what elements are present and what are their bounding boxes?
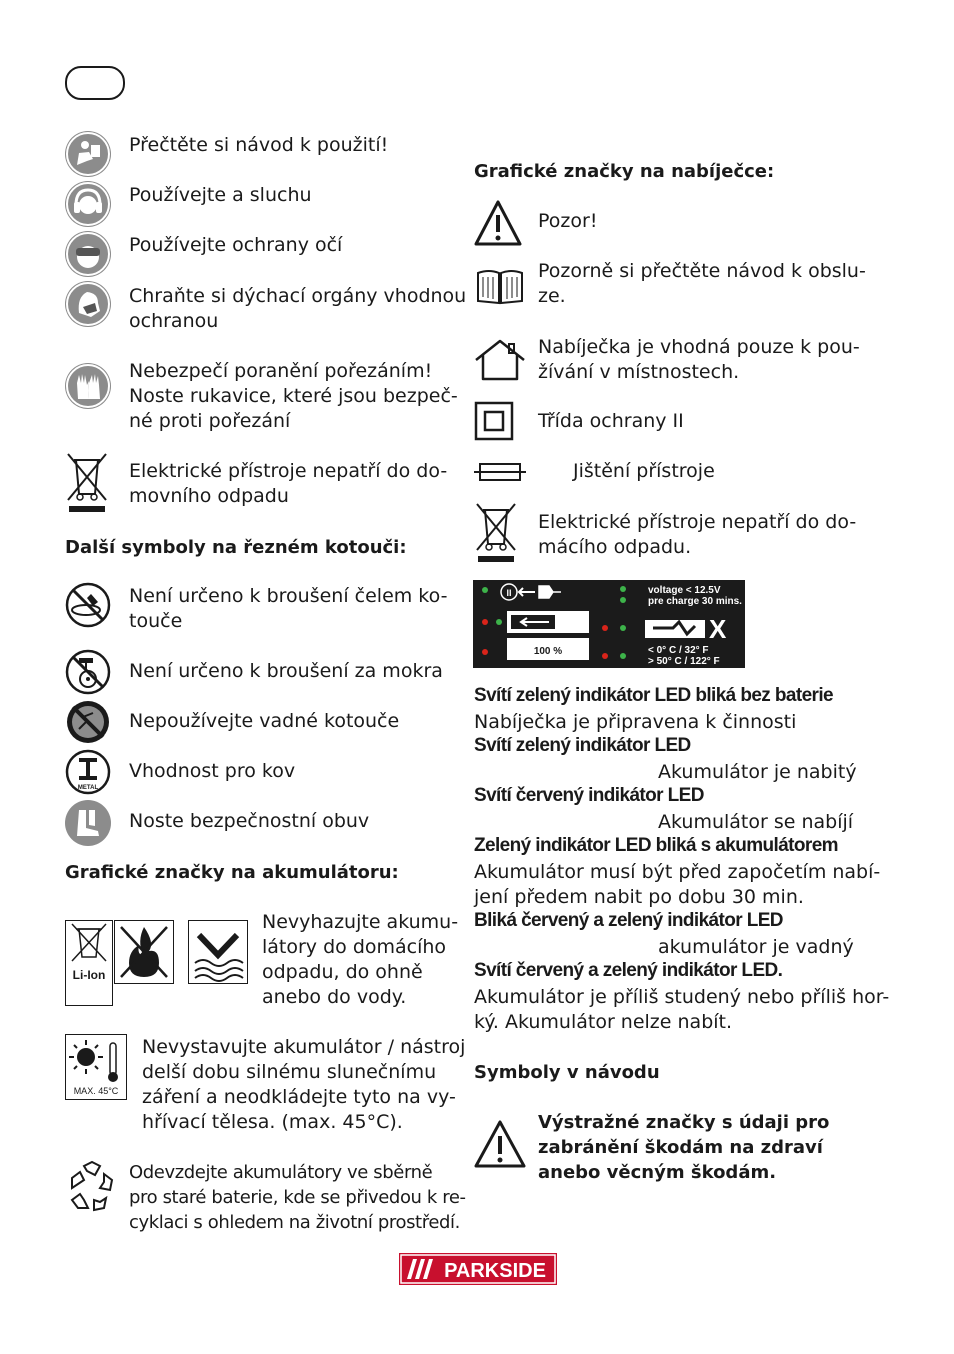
- led-text-6-2: ký. Akumulátor nelze nabít.: [474, 1011, 733, 1033]
- sun-text-4: hřívací tělesa. (max. 45°C).: [142, 1111, 403, 1133]
- no-fire-icon: [114, 920, 174, 984]
- parkside-logo: [399, 1253, 557, 1285]
- plug-icon: [539, 586, 561, 598]
- open-book-text-2: ze.: [538, 285, 566, 307]
- panel-temp-low: < 0° C / 32° F: [648, 645, 709, 656]
- eye-protection-icon: [65, 231, 111, 277]
- led-heading-1: Svítí zelený indikátor LED bliká bez baterie: [474, 685, 833, 706]
- protection-class-ii-icon: [474, 401, 514, 441]
- read-manual-text: Přečtěte si návod k použití!: [129, 134, 389, 156]
- led-red-right-2: [602, 653, 608, 659]
- weee-charger-text-2: mácího odpadu.: [538, 536, 692, 558]
- svg-text:II: II: [506, 588, 512, 598]
- no-damaged-disc-icon: [65, 699, 111, 745]
- no-face-grinding-text-1: Není určeno k broušení čelem ko-: [129, 585, 448, 607]
- li-ion-bin-icon: [65, 920, 113, 1006]
- disc-heading: Další symboly na řezném kotouči:: [65, 537, 407, 558]
- manual-symbols-heading: Symboly v návodu: [474, 1062, 660, 1083]
- recycle-icon: [64, 1158, 120, 1214]
- logo-text: PARKSIDE: [444, 1260, 546, 1282]
- panel-temp-high: > 50° C / 122° F: [648, 656, 720, 667]
- battery-disposal-text-4: anebo do vody.: [262, 986, 407, 1008]
- manual-warning-text-2: zabránění škodám na zdraví: [538, 1137, 823, 1158]
- safety-boots-icon: [65, 800, 111, 846]
- battery-disposal-text-2: látory do domácího: [262, 936, 447, 958]
- led-text-4-2: jení předem nabit po dobu 30 min.: [474, 886, 804, 908]
- eye-protection-text: Používejte ochrany očí: [129, 234, 343, 256]
- charger-warning-text: Pozor!: [538, 210, 598, 232]
- sun-label: MAX. 45°C: [73, 1086, 119, 1096]
- led-text-3: Akumulátor se nabíjí: [658, 811, 854, 833]
- battery-heading: Grafické značky na akumulátoru:: [65, 862, 399, 883]
- no-wet-grinding-text: Není určeno k broušení za mokra: [129, 660, 443, 682]
- indoor-house-icon: [473, 338, 527, 382]
- sun-text-3: záření a neodkládejte tyto na vy-: [142, 1086, 456, 1108]
- no-wet-grinding-icon: [65, 649, 111, 695]
- arrow-left-icon: [519, 588, 535, 596]
- led-green-right-1: [620, 586, 626, 592]
- gloves-text-1: Nebezpečí poranění pořezáním!: [129, 360, 433, 382]
- manual-warning-text-1: Výstražné značky s údaji pro: [538, 1112, 830, 1133]
- metal-text: Vhodnost pro kov: [129, 760, 296, 782]
- recycle-text-1: Odevzdejte akumulátory ve sběrně: [129, 1162, 433, 1183]
- led-heading-3: Svítí červený indikátor LED: [474, 785, 704, 806]
- manual-warning-text-3: anebo věcným škodám.: [538, 1162, 777, 1183]
- weee-charger-text-1: Elektrické přístroje nepatří do do-: [538, 511, 857, 533]
- open-book-icon: [475, 267, 525, 305]
- led-indicator-panel: [473, 580, 745, 668]
- respirator-icon: [65, 281, 111, 327]
- indoor-text-2: žívání v místnostech.: [538, 361, 740, 383]
- led-heading-6: Svítí červený a zelený indikátor LED.: [474, 960, 783, 981]
- no-face-grinding-icon: [65, 582, 111, 628]
- weee-text-2: movního odpadu: [129, 485, 289, 507]
- open-book-text-1: Pozorně si přečtěte návod k obslu-: [538, 260, 866, 282]
- ear-protection-text: Používejte a sluchu: [129, 184, 312, 206]
- panel-x-mark: X: [709, 614, 727, 644]
- led-text-4-1: Akumulátor musí být před započetím nabí-: [474, 861, 881, 883]
- panel-precharge: pre charge 30 mins.: [648, 596, 742, 607]
- ear-protection-icon: [65, 181, 111, 227]
- language-badge: [65, 66, 125, 100]
- panel-voltage: voltage < 12.5V: [648, 585, 721, 596]
- led-green-right-3: [620, 625, 626, 631]
- respirator-text-1: Chraňte si dýchací orgány vhodnou: [129, 285, 467, 307]
- recycle-text-3: cyklaci s ohledem na životní prostředí.: [129, 1212, 460, 1233]
- led-text-5: akumulátor je vadný: [658, 936, 854, 958]
- led-green-mid: [496, 619, 502, 625]
- led-red-bottom: [482, 649, 488, 655]
- led-red-mid: [482, 619, 488, 625]
- battery-disposal-text-1: Nevyhazujte akumu-: [262, 911, 459, 933]
- sun-heat-icon: [65, 1034, 127, 1100]
- led-heading-4: Zelený indikátor LED bliká s akumulátorem: [474, 835, 838, 856]
- led-green-top: [482, 587, 488, 593]
- indoor-text-1: Nabíječka je vhodná pouze k pou-: [538, 336, 860, 358]
- metal-icon: [65, 749, 111, 795]
- led-text-2: Akumulátor je nabitý: [658, 761, 857, 783]
- weee-bin-icon: [64, 452, 110, 514]
- led-heading-5: Bliká červený a zelený indikátor LED: [474, 910, 783, 931]
- led-green-right-2: [620, 597, 626, 603]
- weee-text-1: Elektrické přístroje nepatří do do-: [129, 460, 448, 482]
- fuse-icon: [474, 461, 526, 483]
- no-face-grinding-text-2: touče: [129, 610, 183, 632]
- warning-triangle-icon: [473, 199, 523, 247]
- led-text-1: Nabíječka je připravena k činnosti: [474, 711, 797, 733]
- sun-text-2: delší dobu silnému slunečnímu: [142, 1061, 437, 1083]
- metal-icon-label: METAL: [77, 785, 99, 791]
- protection-class-text: Třída ochrany II: [538, 410, 684, 432]
- safety-boots-text: Noste bezpečnostní obuv: [129, 810, 370, 832]
- recycle-text-2: pro staré baterie, kde se přivedou k re-: [129, 1187, 466, 1208]
- weee-bin-icon-charger: [473, 502, 519, 564]
- fuse-text: Jištění přístroje: [573, 460, 715, 482]
- warning-triangle-icon-manual: [473, 1119, 527, 1169]
- led-heading-2: Svítí zelený indikátor LED: [474, 735, 691, 756]
- charger-heading: Grafické značky na nabíječce:: [474, 161, 775, 182]
- no-damaged-disc-text: Nepoužívejte vadné kotouče: [129, 710, 400, 732]
- gloves-text-2: Noste rukavice, které jsou bezpeč-: [129, 385, 458, 407]
- read-manual-icon: [65, 131, 111, 177]
- li-ion-label: Li-Ion: [72, 968, 106, 982]
- respirator-text-2: ochranou: [129, 310, 219, 332]
- sun-text-1: Nevystavujte akumulátor / nástroj: [142, 1036, 466, 1058]
- gloves-icon: [65, 363, 111, 409]
- led-green-right-4: [620, 653, 626, 659]
- gloves-text-3: né proti pořezání: [129, 410, 291, 432]
- battery-disposal-text-3: odpadu, do ohně: [262, 961, 423, 983]
- no-water-icon: [188, 920, 248, 984]
- led-text-6-1: Akumulátor je příliš studený nebo příliš hor-: [474, 986, 890, 1008]
- panel-percent: 100 %: [533, 646, 563, 657]
- led-red-right-1: [602, 625, 608, 631]
